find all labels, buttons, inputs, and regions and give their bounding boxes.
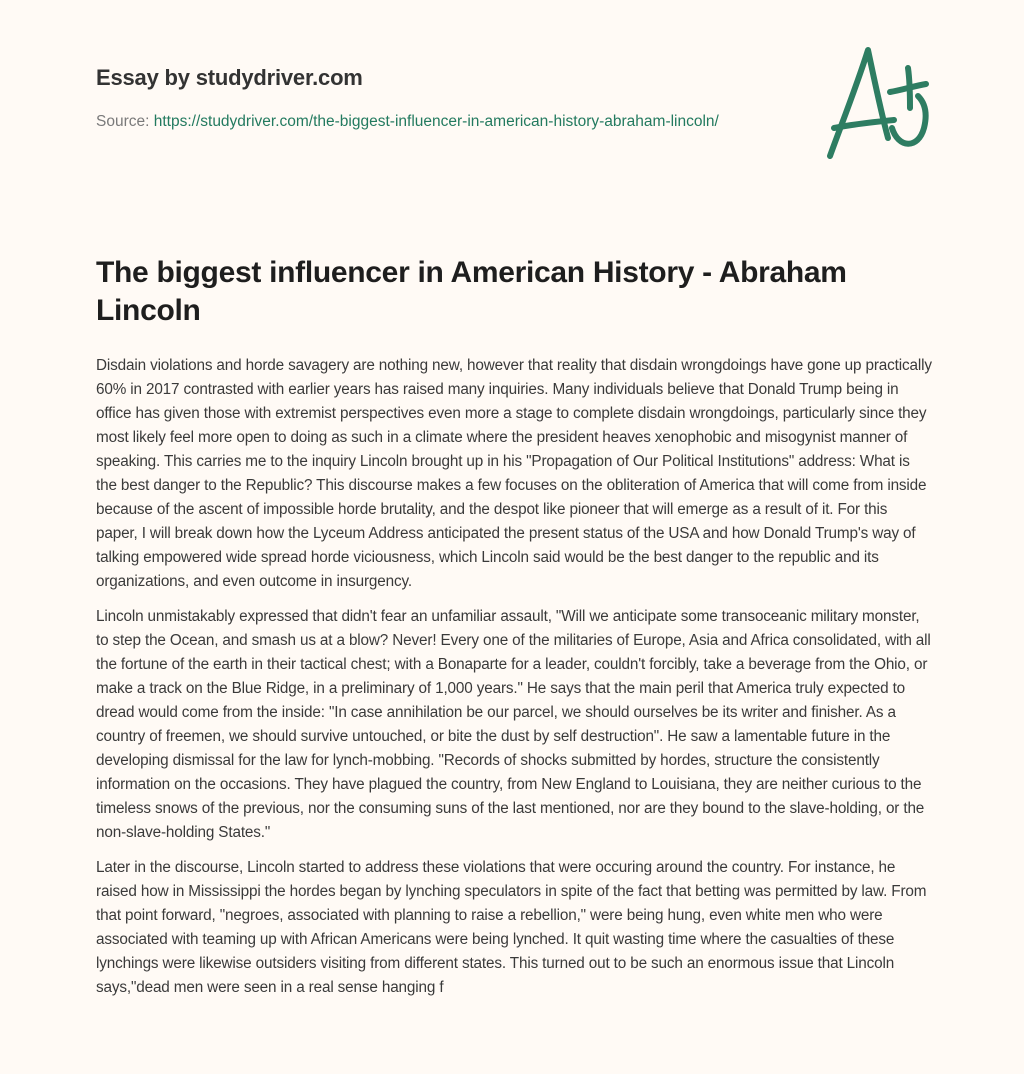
essay-body (96, 354, 932, 1011)
paragraph: Later in the discourse, Lincoln started to address these violations that were occuring around the country. For instance, he raised how in Mississippi the hordes began by lynching speculators in spite of the fact that betting was permitted by law. From that point forward, "negroes, associated with planning to raise a rebellion," were being hung, even white men who were associated with teaming up with African Americans were being lynched. It quit wasting time where the casualties of these lynchings were likewise outsiders visiting from different states. This turned out to be such an enormous issue that Lincoln says,"dead men were seen in a real sense hanging f (96, 859, 927, 996)
source-link[interactable]: https://studydriver.com/the-biggest-influencer-in-american-history-abraham-lincoln/ (153, 113, 719, 130)
essay-title: The biggest influencer in American History - Abraham Lincoln (96, 256, 847, 327)
a-plus-grade-icon (818, 38, 938, 168)
source-label: Source: (96, 113, 154, 130)
paragraph: Disdain violations and horde savagery are nothing new, however that reality that disdain wrongdoings have gone up practically 60% in 2017 contrasted with earlier years has raised many inquiries. Many individuals believe that Donald Trump being in office has given those with extremist perspectives even more a stage to complete disdain wrongdoings, particularly since they most likely feel more open to doing as such in a climate where the president heaves xenophobic and misogynist manner of speaking. This carries me to the inquiry Lincoln brought up in his "Propagation of Our Political Institutions" address: What is the best danger to the Republic? This discourse makes a few focuses on the obliteration of America that will come from inside because of the ascent of impossible horde brutality, and the despot like pioneer that will emerge as a result of it. For this paper, I will break down how the Lyceum Address anticipated the present status of the USA and how Donald Trump's way of talking empowered wide spread horde viciousness, which Lincoln said would be the best danger to the republic and its organizations, and even outcome in insurgency. (96, 357, 932, 590)
source-line (96, 110, 756, 134)
brand-title: Essay by studydriver.com (96, 65, 363, 90)
paragraph: Lincoln unmistakably expressed that didn't fear an unfamiliar assault, "Will we anticipate some transoceanic military monster, to step the Ocean, and smash us at a blow? Never! Every one of the militaries of Europe, Asia and Africa consolidated, with all the fortune of the earth in their tactical chest; with a Bonaparte for a leader, couldn't forcibly, take a beverage from the Ohio, or make a track on the Blue Ridge, in a preliminary of 1,000 years." He says that the main peril that America truly expected to dread would come from the inside: "In case annihilation be our parcel, we should ourselves be its writer and finisher. As a country of freemen, we should survive untouched, or bite the dust by self destruction". He saw a lamentable future in the developing dismissal for the law for lynch-mobbing. "Records of shocks submitted by hordes, structure the consistently information on the occasions. They have plagued the country, from New England to Louisiana, they are neither curious to the timeless snows of the previous, nor the consuming suns of the last mentioned, nor are they bound to the slave-holding, or the non-slave-holding States." (96, 608, 931, 841)
page-header (96, 64, 756, 134)
